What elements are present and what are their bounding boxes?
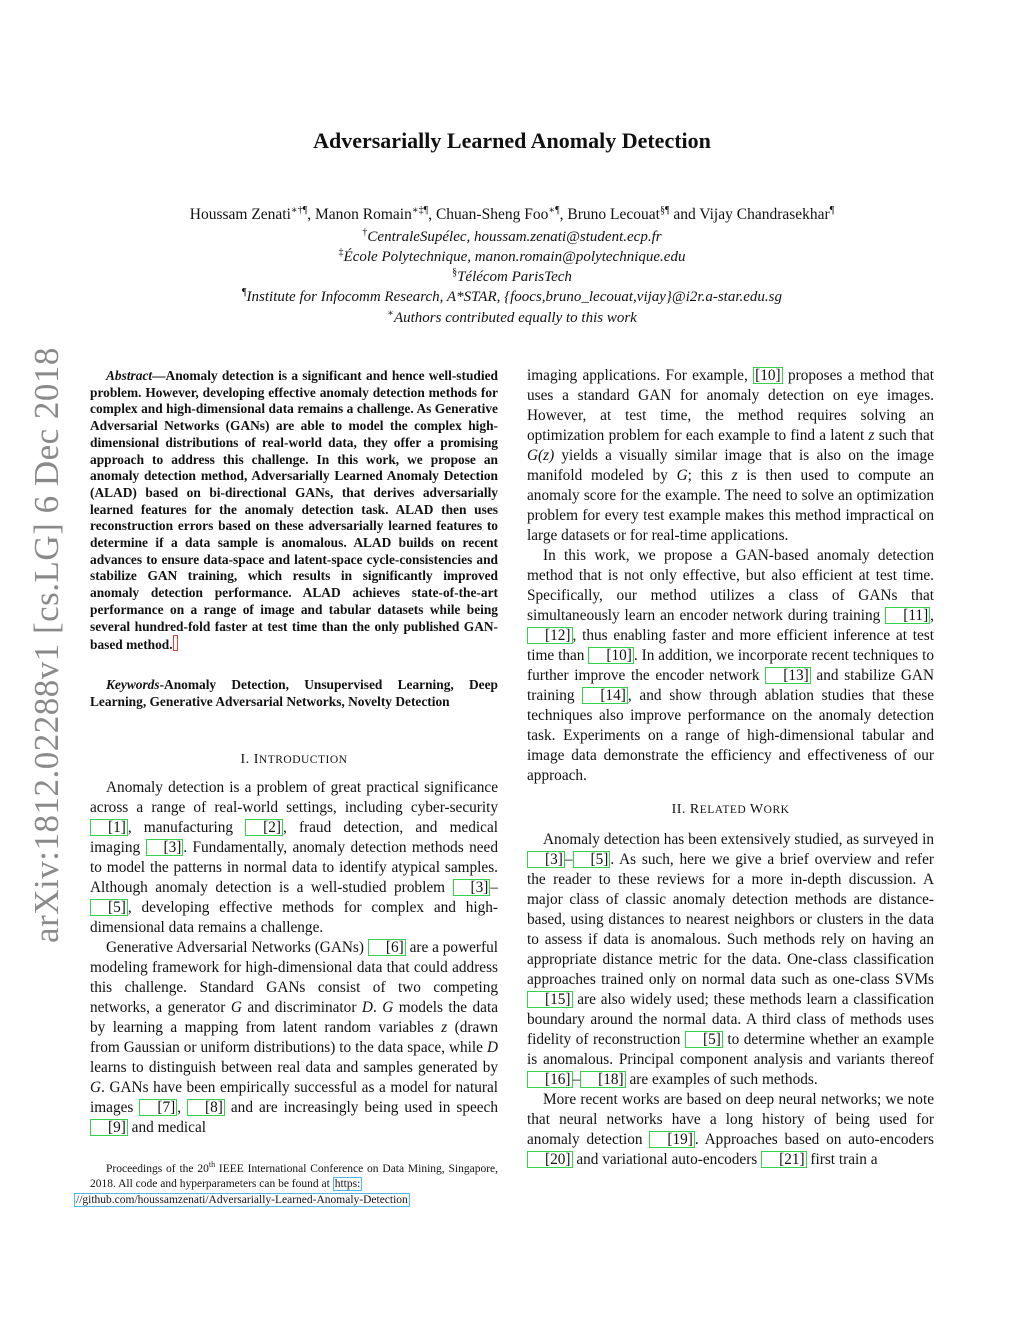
citation-link[interactable]: [3] [146, 839, 184, 856]
paragraph: Anomaly detection is a problem of great practical significance across a range of real-world settings, including cyber-security [1] , manufacturing [2] , fraud detection, and medical imaging [3] . Fundamentally, anomaly detection methods need to model the patterns in normal data to identify atypical samples. Although anomaly detection is a well-studied problem [3] –[5] , developing effective methods for complex and high-dimensional data remains a challenge. [90, 779, 498, 936]
keywords-text: -Anomaly Detection, Unsupervised Learning, Deep Learning, Generative Adversarial Networks, Novelty Detection [90, 677, 498, 709]
affiliation-text: École Polytechnique, manon.romain@polytechnique.edu [343, 249, 686, 265]
citation-link[interactable]: [10] [588, 647, 634, 664]
author-name: Houssam Zenati [189, 206, 291, 224]
citation-link[interactable]: [5] [573, 851, 611, 868]
citation-link[interactable]: [8] [187, 1099, 225, 1116]
paragraph: Generative Adversarial Networks (GANs) [6] are a powerful modeling framework for high-dimensional data that could address this challenge. Standard GANs consist of two competing networks, a generator G and discriminator D. G models the data by learning a mapping from latent random variables z (drawn from Gaussian or uniform distributions) to the data space, while D learns to distinguish between real data and samples generated by G. GANs have been empirically successful as a model for natural images [7] , [8] and are increasingly being used in speech [9] and medical [90, 939, 499, 1136]
author-marks: ∗¶ [548, 205, 560, 216]
citation-link[interactable]: [16] [527, 1071, 573, 1088]
citation-link[interactable]: [12] [527, 627, 573, 644]
author-marks: ∗‡¶ [411, 205, 429, 216]
citation-link[interactable]: [13] [765, 667, 811, 684]
citation-link[interactable]: [5] [90, 899, 128, 916]
affiliation-line [0, 267, 1024, 286]
citation-link[interactable]: [18] [580, 1071, 626, 1088]
affiliation-text: Télécom ParisTech [457, 269, 572, 285]
paragraph: imaging applications. For example, [10] proposes a method that uses a standard GAN for anomaly detection on eye images. However, at test time, the method requires solving an optimization problem for each example to find a latent z such that G(z) yields a visually similar image that is also on the image manifold modeled by G; this z is then used to compute an anomaly score for the example. The need to solve an optimization problem for every test example makes this method impractical on large datasets or for real-time applications. [527, 367, 935, 544]
affiliation-line [0, 308, 1024, 327]
affiliation-text: CentraleSupélec, houssam.zenati@student.ecp.fr [367, 229, 662, 245]
citation-link[interactable]: [3] [453, 879, 491, 896]
author-marks: ¶ [829, 205, 835, 216]
affiliation-mark: † [362, 227, 368, 238]
abstract-dash: — [152, 368, 166, 383]
citation-link[interactable]: [19] [649, 1131, 695, 1148]
author-name: Chuan-Sheng Foo [435, 206, 549, 224]
author-conjunction: and [673, 206, 696, 224]
citation-link[interactable]: [6] [368, 939, 406, 956]
paper-title: Adversarially Learned Anomaly Detection [313, 128, 711, 153]
citation-link[interactable]: [15] [527, 991, 573, 1008]
abstract [90, 368, 498, 654]
affiliation-mark: § [452, 267, 458, 278]
author-marks: §¶ [659, 205, 670, 216]
citation-link[interactable]: [11] [885, 607, 930, 624]
section-title-initial: I [253, 752, 259, 767]
citation-link[interactable]: [21] [761, 1151, 807, 1168]
author-name: Bruno Lecouat [567, 206, 660, 224]
citation-link[interactable]: [7] [139, 1099, 177, 1116]
right-column [527, 366, 934, 1170]
author-list: Houssam Zenati∗†¶, Manon Romain∗‡¶, Chuan-Sheng Foo∗¶, Bruno Lecouat§¶ and Vijay Chandrasekhar¶ [189, 205, 835, 224]
section-number: I. [240, 752, 250, 767]
section-title-rest: NTRODUCTION [258, 754, 348, 766]
citation-link[interactable]: [9] [90, 1119, 128, 1136]
section-heading-related-work: II. RELATED WORK [671, 802, 790, 817]
paragraph: In this work, we propose a GAN-based anomaly detection method that is not only effective, but also efficient at test time. Specifically, our method utilizes a class of GANs that simultaneously learn an encoder network during training [11] , [12] , thus enabling faster and more efficient inference at test time than [10] . In addition, we incorporate recent techniques to further improve the encoder network [13] and stabilize GAN training [14] , and show through ablation studies that these techniques also improve performance on the anomaly detection task. Experiments on a range of high-dimensional tabular and image data demonstrate the efficiency and effectiveness of our approach. [527, 547, 934, 784]
abstract-text: Anomaly detection is a significant and hence well-studied problem. However, developing effective anomaly detection methods for complex and high-dimensional data remains a challenge. As Generative Adversarial Networks (GANs) are able to model the complex high-dimensional distributions of real-world data, they offer a promising approach to address this challenge. In this work, we propose an anomaly detection method, Adversarially Learned Anomaly Detection (ALAD) based on bi-directional GANs, that derives adversarially learned features for the anomaly detection task. ALAD then uses reconstruction errors based on these adversarially learned features to determine if a data sample is anomalous. ALAD builds on recent advances to ensure data-space and latent-space cycle-consistencies and stabilize GAN training, which results in significantly improved anomaly detection performance. ALAD achieves state-of-the-art performance on a range of image and tabular datasets while being several hundred-fold faster at test time than the only published GAN-based method. [90, 368, 498, 653]
citation-link[interactable]: [3] [527, 851, 565, 868]
author-marks: ∗†¶ [290, 205, 308, 216]
affiliation-text: Institute for Infocomm Research, A*STAR, {foocs,bruno_lecouat,vijay}@i2r.a-star.edu.sg [246, 289, 782, 305]
citation-link[interactable]: [14] [582, 687, 628, 704]
github-link[interactable]: //github.com/houssamzenati/Adversarially-Learned-Anomaly-Detection [76, 1193, 408, 1206]
affiliation-line [0, 247, 1024, 266]
intro-body [90, 778, 498, 1138]
github-link[interactable]: https: [334, 1178, 361, 1191]
keywords-label: Keywords [106, 677, 160, 692]
arxiv-stamp-text: arXiv:1812.02288v1 [cs.LG] 6 Dec 2018 [27, 347, 66, 943]
affiliation-mark: ‡ [338, 247, 344, 258]
footnote-link[interactable] [173, 635, 178, 651]
paragraph: More recent works are based on deep neural networks; we note that neural networks have a long history of being used for anomaly detection [19] . Approaches based on auto-encoders [20] and variational auto-encoders [21] first train a [527, 1091, 934, 1168]
citation-link[interactable]: [5] [685, 1031, 723, 1048]
affiliation-mark: ∗ [387, 308, 394, 319]
citation-link[interactable]: [10] [755, 367, 781, 384]
citation-link[interactable]: [20] [527, 1151, 573, 1168]
footnote: Proceedings of the 20th IEEE International Conference on Data Mining, Singapore, 2018. All code and hyperparameters can be found at https: //github.com/houssamzenati/Adversarially-Learned-Anomaly-Detection [76, 1160, 499, 1206]
keywords [90, 677, 498, 710]
affiliation-line [0, 287, 1024, 306]
affiliation-text: Authors contributed equally to this work [393, 310, 637, 326]
author-name: Vijay Chandrasekhar [699, 206, 830, 224]
citation-link[interactable]: [2] [245, 819, 283, 836]
arxiv-stamp [22, 347, 72, 943]
paragraph: Anomaly detection has been extensively studied, as surveyed in [3] – [5] . As such, here we give a brief overview and refer the reader to these reviews for a more in-depth discussion. A major class of classic anomaly detection methods are distance-based, using distances to nearest neighbors or clusters in the data to assess if data is anomalous. Such methods rely on having an appropriate distance metric for the data. One-class classification approaches trained only on normal data such as one-class SVMs [15] are also widely used; these methods learn a classification boundary around the normal data. A third class of methods uses fidelity of reconstruction [5] to determine whether an example is anomalous. Principal component analysis and variants thereof [16] – [18] are examples of such methods. [527, 831, 934, 1088]
citation-link[interactable]: [1] [90, 819, 128, 836]
abstract-label: Abstract [106, 368, 153, 383]
affiliation-line [0, 227, 1024, 246]
section-heading-introduction [90, 750, 498, 770]
affiliation-mark: ¶ [242, 287, 247, 298]
author-name: Manon Romain [315, 206, 412, 224]
section-number: II. [671, 802, 686, 817]
